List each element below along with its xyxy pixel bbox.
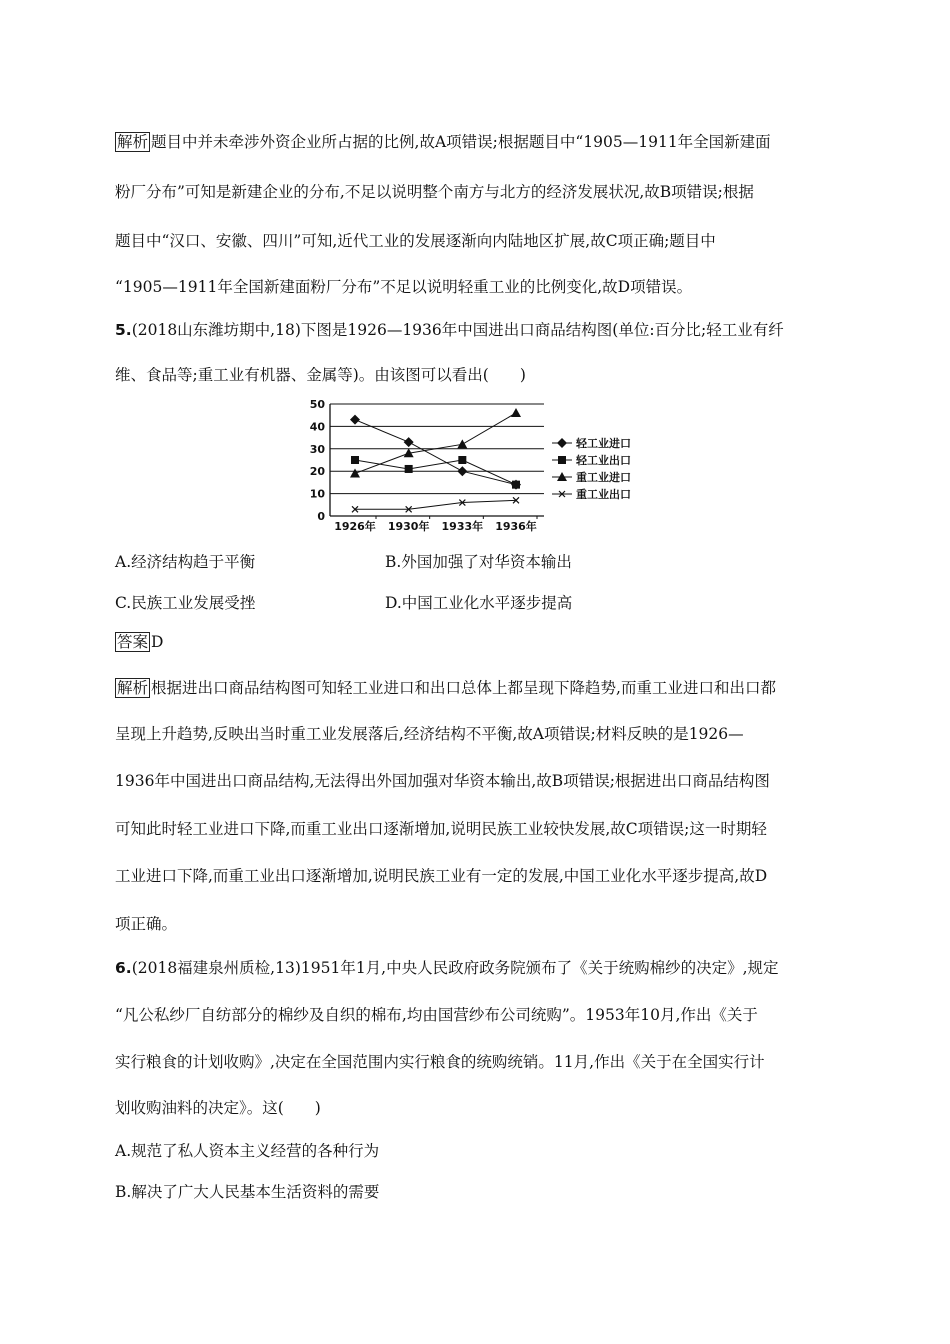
series-line bbox=[355, 500, 516, 509]
legend-marker bbox=[558, 456, 566, 464]
q5-stem-line-1: 5.(2018山东潍坊期中,18)下图是1926—1936年中国进出口商品结构图(单位:百分比;轻工业有纤 bbox=[115, 321, 784, 339]
q5-analysis-line-2: 呈现上升趋势,反映出当时重工业发展落后,经济结构不平衡,故A项错误;材料反映的是1926— bbox=[115, 725, 744, 743]
q6-option-b[interactable]: B.解决了广大人民基本生活资料的需要 bbox=[115, 1183, 380, 1201]
y-tick-label: 10 bbox=[309, 487, 325, 501]
q5-option-b[interactable]: B.外国加强了对华资本输出 bbox=[385, 553, 572, 571]
q4-analysis-line-4: “1905—1911年全国新建面粉厂分布”不足以说明轻重工业的比例变化,故D项错误。 bbox=[115, 278, 693, 296]
q4-analysis-line-3: 题目中“汉口、安徽、四川”可知,近代工业的发展逐渐向内陆地区扩展,故C项正确;题目中 bbox=[115, 232, 716, 250]
series-line bbox=[355, 460, 516, 485]
x-tick-label: 1930年 bbox=[387, 520, 430, 533]
q6-stem-line-2: “凡公私纱厂自纺部分的棉纱及自织的棉布,均由国营纱布公司统购”。1953年10月,作出《关于 bbox=[115, 1006, 758, 1024]
data-point bbox=[404, 437, 414, 447]
x-tick-label: 1936年 bbox=[495, 520, 537, 533]
x-tick-label: 1926年 bbox=[334, 520, 376, 533]
legend-marker bbox=[557, 438, 567, 448]
legend-label: 轻工业进口 bbox=[576, 437, 631, 450]
data-point bbox=[458, 456, 466, 464]
answer-tag: 答案 bbox=[117, 633, 149, 651]
y-tick-label: 40 bbox=[309, 420, 325, 434]
data-point bbox=[350, 415, 360, 425]
data-point bbox=[405, 465, 413, 473]
q5-analysis-line-4: 可知此时轻工业进口下降,而重工业出口逐渐增加,说明民族工业较快发展,故C项错误;这一时期轻 bbox=[115, 820, 767, 838]
q4-analysis-line-2: 粉厂分布”可知是新建企业的分布,不足以说明整个南方与北方的经济发展状况,故B项错误;根据 bbox=[115, 183, 754, 201]
q5-option-a[interactable]: A.经济结构趋于平衡 bbox=[115, 553, 256, 571]
q5-analysis-line-6: 项正确。 bbox=[115, 915, 178, 933]
q5-option-c[interactable]: C.民族工业发展受挫 bbox=[115, 594, 256, 612]
q5-analysis-line-5: 工业进口下降,而重工业出口逐渐增加,说明民族工业有一定的发展,中国工业化水平逐步提高,故D bbox=[115, 867, 768, 885]
q6-option-a[interactable]: A.规范了私人资本主义经营的各种行为 bbox=[115, 1142, 380, 1160]
y-tick-label: 50 bbox=[309, 398, 325, 411]
q5-answer bbox=[115, 630, 163, 652]
q4-analysis-line-1: 解析 题目中并未牵涉外资企业所占据的比例,故A项错误;根据题目中“1905—1911年全国新建面 bbox=[117, 133, 771, 151]
import-export-structure-chart bbox=[300, 388, 680, 544]
data-point bbox=[457, 466, 467, 476]
q6-stem-line-4: 划收购油料的决定》。这( ) bbox=[115, 1099, 321, 1117]
y-tick-label: 30 bbox=[309, 442, 325, 456]
q5-stem-line-2: 维、食品等;重工业有机器、金属等)。由该图可以看出( ) bbox=[115, 366, 526, 384]
data-point bbox=[350, 468, 360, 477]
q5-analysis-line-3: 1936年中国进出口商品结构,无法得出外国加强对华资本输出,故B项错误;根据进出口商品结构图 bbox=[115, 772, 770, 790]
series-line bbox=[355, 420, 516, 485]
answer-value: D bbox=[151, 633, 164, 651]
question-number: 5. bbox=[115, 321, 132, 339]
question-number: 6. bbox=[115, 959, 132, 977]
legend-label: 重工业进口 bbox=[576, 471, 631, 484]
q6-stem-line-1: 6.(2018福建泉州质检,13)1951年1月,中央人民政府政务院颁布了《关于统购棉纱的决定》,规定 bbox=[115, 959, 779, 977]
data-point bbox=[457, 439, 467, 448]
legend-label: 重工业出口 bbox=[576, 488, 631, 501]
data-point bbox=[512, 481, 520, 489]
legend-label: 轻工业出口 bbox=[576, 454, 631, 467]
y-tick-label: 20 bbox=[309, 465, 325, 479]
q5-analysis-line-1: 解析 根据进出口商品结构图可知轻工业进口和出口总体上都呈现下降趋势,而重工业进口和出口都 bbox=[117, 679, 776, 697]
x-tick-label: 1933年 bbox=[441, 520, 484, 533]
analysis-tag: 解析 bbox=[117, 679, 149, 697]
analysis-tag: 解析 bbox=[117, 133, 149, 151]
data-point bbox=[511, 408, 521, 417]
q5-option-d[interactable]: D.中国工业化水平逐步提高 bbox=[385, 594, 573, 612]
q6-stem-line-3: 实行粮食的计划收购》,决定在全国范围内实行粮食的统购统销。11月,作出《关于在全国实行计 bbox=[115, 1053, 765, 1071]
data-point bbox=[351, 456, 359, 464]
y-tick-label: 0 bbox=[317, 510, 325, 523]
